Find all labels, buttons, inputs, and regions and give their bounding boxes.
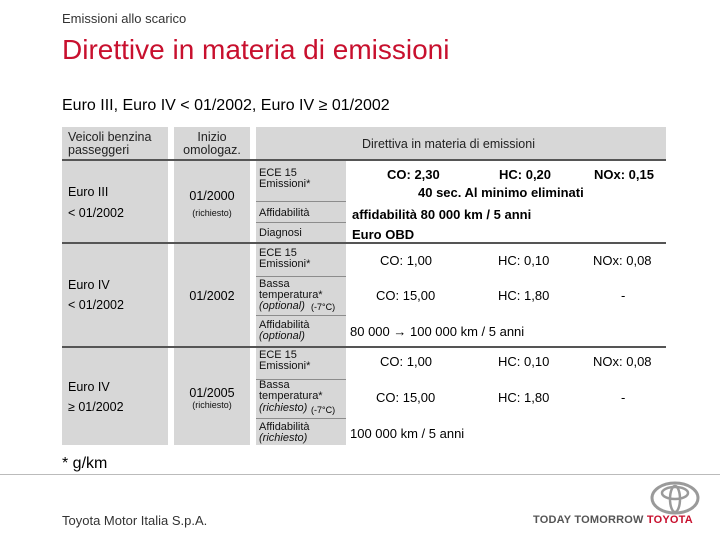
subrow-divider (256, 418, 346, 419)
toyota-logo-icon (650, 481, 700, 515)
subrow-divider (256, 315, 346, 316)
row1-ece-extra: 40 sec. Al minimo eliminati (418, 185, 584, 200)
row3-vehicle-date: ≥ 01/2002 (68, 400, 124, 414)
row2-start-date: 01/2002 (189, 289, 235, 303)
row3-affidabilita-note: (richiesto) (259, 432, 308, 444)
tagline-today-tomorrow: TODAY TOMORROW (533, 514, 644, 526)
row1-ece-label: ECE 15 Emissioni* (259, 167, 311, 190)
row1-affidabilita-label: Affidabilità (259, 207, 310, 219)
row2-vehicle-name: Euro IV (68, 278, 110, 292)
row2-lowtemp-note: (optional) (259, 300, 305, 312)
row2-lowtemp-label: Bassa temperatura* (259, 278, 323, 301)
subrow-divider (256, 276, 346, 277)
company-name: Toyota Motor Italia S.p.A. (62, 513, 208, 528)
row3-lowtemp-nox: - (621, 390, 626, 405)
row1-diagnosi-value: Euro OBD (352, 227, 415, 242)
row2-vehicle-date: < 01/2002 (68, 298, 124, 312)
row3-affidabilita-value: 100 000 km / 5 anni (350, 426, 465, 441)
row3-lowtemp-temp: (-7°C) (311, 405, 336, 415)
row1-ece-co: CO: 2,30 (387, 167, 440, 182)
row2-lowtemp-hc: HC: 1,80 (498, 288, 550, 303)
row2-ece-nox: NOx: 0,08 (593, 253, 652, 268)
row3-ece-hc: HC: 0,10 (498, 354, 550, 369)
row3-lowtemp-co: CO: 15,00 (376, 390, 436, 405)
row1-diagnosi-label: Diagnosi (259, 227, 302, 239)
row1-ece-hc: HC: 0,20 (499, 167, 552, 182)
row2-ece-hc: HC: 0,10 (498, 253, 550, 268)
row3-ece-label: ECE 15 Emissioni* (259, 349, 311, 372)
row1-start-date: 01/2000 (189, 189, 235, 203)
page-title: Direttive in materia di emissioni (62, 34, 450, 65)
row1-vehicle-date: < 01/2002 (68, 206, 124, 220)
subrow-divider (256, 222, 346, 223)
row1-affidabilita-value: affidabilità 80 000 km / 5 anni (352, 207, 532, 222)
row2-affidabilita-label: Affidabilità (259, 319, 310, 331)
row2-lowtemp-temp: (-7°C) (311, 302, 336, 312)
scope-line: Euro III, Euro IV < 01/2002, Euro IV ≥ 01/2002 (62, 97, 390, 114)
footnote-unit: * g/km (62, 455, 108, 472)
row-divider-2 (62, 346, 666, 348)
row3-ece-nox: NOx: 0,08 (593, 354, 652, 369)
row3-lowtemp-label: Bassa temperatura* (259, 379, 323, 402)
header-directive: Direttiva in materia di emissioni (362, 137, 535, 151)
row2-ece-label: ECE 15 Emissioni* (259, 247, 311, 270)
row3-vehicle-name: Euro IV (68, 380, 110, 394)
row1-ece-nox: NOx: 0,15 (594, 167, 654, 182)
row2-affidabilita-value: 80 000 → 100 000 km / 5 anni (350, 324, 525, 339)
tagline-toyota: TOYOTA (646, 514, 693, 526)
header-divider (62, 159, 666, 161)
row2-lowtemp-co: CO: 15,00 (376, 288, 436, 303)
row1-start-note: (richiesto) (192, 208, 232, 218)
row2-affidabilita-note: (optional) (259, 330, 305, 342)
row3-start-date: 01/2005 (189, 386, 235, 400)
row-divider-1 (62, 242, 666, 244)
section-subtitle: Emissioni allo scarico (62, 11, 187, 26)
header-vehicle: Veicoli benzina passeggeri (68, 131, 166, 157)
row3-lowtemp-hc: HC: 1,80 (498, 390, 550, 405)
row3-ece-co: CO: 1,00 (380, 354, 433, 369)
subrow-divider (256, 201, 346, 202)
footer-rule (0, 474, 720, 475)
brand-tagline (533, 514, 693, 526)
row3-affidabilita-label: Affidabilità (259, 421, 310, 433)
header-start: Inizio omologaz. (174, 131, 250, 157)
row1-vehicle-name: Euro III (68, 185, 109, 199)
row3-start-note: (richiesto) (192, 400, 232, 410)
emissions-table (62, 127, 666, 445)
row2-ece-co: CO: 1,00 (380, 253, 433, 268)
row2-lowtemp-nox: - (621, 288, 626, 303)
row3-lowtemp-note: (richiesto) (259, 402, 308, 414)
